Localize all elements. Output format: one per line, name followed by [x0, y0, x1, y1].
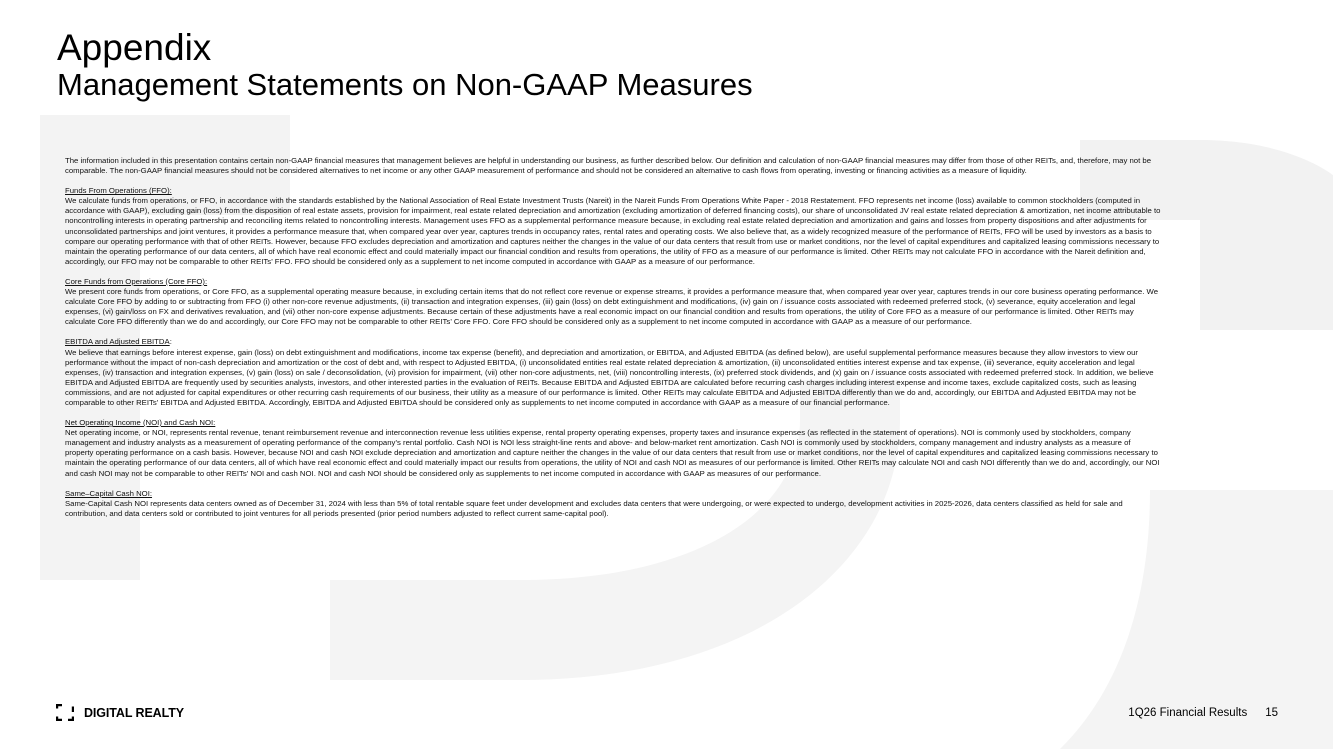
section-text-ebitda: We believe that earnings before interest expense, gain (loss) on debt extinguishment and modifications, income tax expense (benefit), and depreciation and amortization, or EBITDA, and Adjusted EBITDA (as defined below), are useful supplemental performance measures because they allow investors to view our performance without the impact of non-cash depreciation and amortization or the cost of debt and, with respect to Adjusted EBITDA, (i) unconsolidated entities real estate related depreciation & amortization, (ii) unconsolidated entities interest expense and tax expense, (iii) severance, equity acceleration and legal expenses, (iv) transaction and integration expenses, (v) gain (loss) on sale / deconsolidation, (vi) provision for impairment, (vii) other non-core adjustments, net, (viii) noncontrolling interests, (ix) preferred stock dividends, and (x) gain on / issuance costs associated with redeemed preferred stock. In addition, we believe EBITDA and Adjusted EBITDA are frequently used by securities analysts, investors, and other interested parties in the evaluation of REITs. Because EBITDA and Adjusted EBITDA are calculated before recurring cash charges including interest expense and income taxes, exclude capitalized costs, such as leasing commissions, and are not adjusted for capital expenditures or other recurring cash requirements of our business, their utility as a measure of our performance is limited. Other REITs may calculate EBITDA and Adjusted EBITDA differently than we do and, accordingly, our EBITDA and Adjusted EBITDA may not be comparable to other REITs’ EBITDA and Adjusted EBITDA. Accordingly, EBITDA and Adjusted EBITDA should be considered only as supplements to net income computed in accordance with GAAP as a measure of our financial performance.	[65, 347, 1154, 407]
section-text-ffo: We calculate funds from operations, or FFO, in accordance with the standards established by the National Association of Real Estate Investment Trusts (Nareit) in the Nareit Funds From Operations White Paper - 2018 Restatement. FFO represents net income (loss) available to common stockholders (computed in accordance with GAAP), excluding gain (loss) from the disposition of real estate assets, provision for impairment, real estate related depreciation and amortization (excluding amortization of deferred financing costs), our share of unconsolidated JV real estate related depreciation & amortization, net income attributable to noncontrolling interests in operating partnership and reconciling items related to noncontrolling interests. Management uses FFO as a supplemental performance measure because, in excluding real estate related depreciation and amortization and gains and losses from property dispositions and after adjustments for unconsolidated partnerships and joint ventures, it provides a performance measure that, when compared year over year, captures trends in occupancy rates, rental rates and operating costs. We also believe that, as a widely recognized measure of the performance of REITs, FFO will be used by investors as a basis to compare our operating performance with that of other REITs. However, because FFO excludes depreciation and amortization and captures neither the changes in the value of our data centers that result from use or market conditions, nor the level of capital expenditures and capitalized leasing commissions necessary to maintain the operating performance of our data centers, all of which have real economic effect and could materially impact our financial condition and results from operations, the utility of FFO as a measure of our performance is limited. Other REITs may not calculate FFO in accordance with the Nareit definition and, accordingly, our FFO may not be comparable to other REITs’ FFO. FFO should be considered only as a supplement to net income computed in accordance with GAAP as a measure of our performance.	[65, 196, 1161, 266]
section-same-capital	[65, 489, 1161, 519]
report-label: 1Q26 Financial Results	[1128, 707, 1248, 719]
section-text-noi: Net operating income, or NOI, represents rental revenue, tenant reimbursement revenue and interconnection revenue less utilities expense, rental property operating expenses, property taxes and insurance expenses (as reflected in the statement of operations). NOI is commonly used by stockholders, company management and industry analysts as a measurement of operating performance of the company’s rental portfolio. Cash NOI is NOI less straight-line rents and above- and below-market rent amortization. Cash NOI is commonly used by stockholders, company management and industry analysts as a measure of property operating performance on a cash basis. However, because NOI and cash NOI exclude depreciation and amortization and capture neither the changes in the value of our data centers that result from use or market conditions, nor the level of capital expenditures and capitalized leasing commissions necessary to maintain the operating performance of our data centers, all of which have real economic effect and could materially impact our results from operations, the utility of NOI and cash NOI as measures of our performance is limited. Other REITs may calculate NOI and cash NOI differently than we do and, accordingly, our NOI and cash NOI may not be comparable to other REITs’ NOI and cash NOI. NOI and cash NOI should be considered only as supplements to net income computed in accordance with GAAP as measures of our performance.	[65, 428, 1160, 478]
intro-paragraph: The information included in this presentation contains certain non-GAAP financial measures that management believes are helpful in understanding our business, as further described below. Our definition and calculation of non-GAAP financial measures may differ from those of other REITs, and, therefore, may not be comparable. The non-GAAP financial measures should not be considered alternatives to net income or any other GAAP measurement of performance and should not be considered an alternative to cash flows from operating, investing or financing activities as a measure of liquidity.	[65, 156, 1152, 176]
section-heading-ebitda: EBITDA and Adjusted EBITDA	[65, 337, 170, 347]
section-text-same-capital: Same-Capital Cash NOI represents data centers owned as of December 31, 2024 with less than 5% of total rentable square feet under development and excludes data centers that were undergoing, or were expected to undergo, development activities in 2025-2026, data centers classified as held for sale and contribution, and data centers sold or contributed to joint ventures for all periods presented (prior period numbers adjusted to reflect current same-capital pool).	[65, 498, 1123, 518]
logo-text: DIGITAL REALTY	[84, 705, 184, 720]
section-text-core-ffo: We present core funds from operations, or Core FFO, as a supplemental operating measure because, in excluding certain items that do not reflect core revenue or expense streams, it provides a performance measure that, when compared year over year, captures trends in our core business operating performance. We calculate Core FFO by adding to or subtracting from FFO (i) other non-core revenue adjustments, (ii) transaction and integration expenses, (iii) gain (loss) on debt extinguishment and modifications, (iv) gain on / issuance costs associated with redeemed preferred stock, (v) severance, equity acceleration and legal expenses, (vi) gain/loss on FX and derivatives revaluation, and (vii) other non-core expense adjustments. Because certain of these adjustments have a real economic impact on our financial condition and results from operations, the utility of Core FFO as a measure of our performance is limited. Other REITs may calculate Core FFO differently than we do and accordingly, our Core FFO may not be comparable to other REITs’ Core FFO. Core FFO should be considered only as a supplement to net income computed in accordance with GAAP as a measure of our performance.	[65, 287, 1159, 327]
section-core-ffo	[65, 277, 1161, 327]
page-number: 15	[1265, 707, 1278, 719]
section-ebitda	[65, 337, 1161, 408]
footer-info	[1128, 707, 1278, 719]
section-heading-ffo: Funds From Operations (FFO):	[65, 186, 172, 196]
section-noi	[65, 418, 1161, 479]
company-logo	[55, 703, 184, 722]
section-heading-noi: Net Operating Income (NOI) and Cash NOI:	[65, 418, 216, 428]
title-block	[57, 28, 753, 102]
page-title: Appendix	[57, 27, 212, 68]
page-subtitle: Management Statements on Non-GAAP Measures	[57, 67, 753, 102]
section-heading-core-ffo: Core Funds from Operations (Core FFO):	[65, 276, 208, 286]
section-ffo	[65, 186, 1161, 267]
disclosure-content	[65, 156, 1161, 519]
digital-realty-bracket-logo-icon	[55, 703, 75, 722]
section-heading-same-capital: Same–Capital Cash NOI:	[65, 488, 153, 498]
section-heading-ebitda-colon: :	[169, 337, 172, 347]
